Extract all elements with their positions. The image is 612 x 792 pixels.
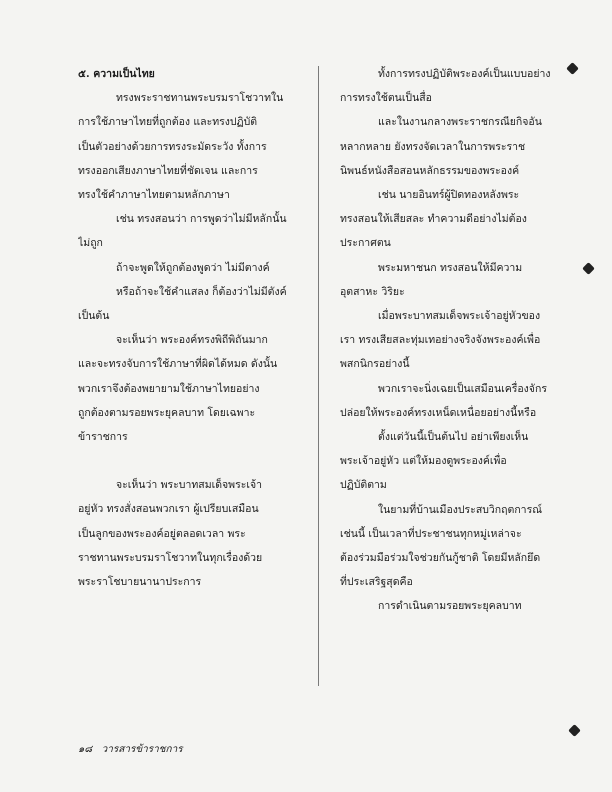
- right-column-line: ปล่อยให้พระองค์ทรงเหน็ดเหนื่อยอย่างนี้หรือ: [340, 406, 537, 419]
- right-column-line: พสกนิกรอย่างนี้: [340, 358, 410, 371]
- left-column-line: ทรงใช้คำภาษาไทยตามหลักภาษา: [78, 189, 230, 202]
- right-column-line: การดำเนินตามรอยพระยุคลบาท: [378, 600, 522, 613]
- right-column-line: ทรงสอนให้เสียสละ ทำความดีอย่างไม่ต้อง: [340, 213, 527, 226]
- left-column-line: การใช้ภาษาไทยที่ถูกต้อง และทรงปฏิบัติ: [78, 116, 258, 129]
- binder-mark-middle: [582, 262, 595, 275]
- left-column-line: เป็นตัวอย่างด้วยการทรงระมัดระวัง ทั้งการ: [78, 140, 267, 153]
- page-number: ๑๘: [78, 744, 93, 755]
- right-column-line: ต้องร่วมมือร่วมใจช่วยกันกู้ชาติ โดยมีหลักยึด: [340, 552, 541, 565]
- journal-name: วารสารข้าราชการ: [101, 744, 183, 755]
- right-column-line: ทั้งการทรงปฏิบัติพระองค์เป็นแบบอย่าง: [378, 68, 551, 80]
- right-column-line: พวกเราจะนิ่งเฉยเป็นเสมือนเครื่องจักร: [378, 382, 547, 395]
- left-column-line: พวกเราจึงต้องพยายามใช้ภาษาไทยอย่าง: [78, 382, 260, 395]
- right-column-line: เมื่อพระบาทสมเด็จพระเจ้าอยู่หัวของ: [378, 310, 541, 323]
- left-column-line: ถูกต้องตามรอยพระยุคลบาท โดยเฉพาะ: [78, 406, 256, 419]
- left-column-line: ทรงออกเสียงภาษาไทยที่ชัดเจน และการ: [78, 164, 258, 177]
- right-column-line: อุตสาหะ วิริยะ: [340, 285, 405, 298]
- right-column-line: พระมหาชนก ทรงสอนให้มีความ: [378, 261, 523, 274]
- page-footer: [78, 742, 183, 757]
- binder-mark-bottom: [568, 724, 581, 737]
- right-column-line: พระเจ้าอยู่หัว แต่ให้มองดูพระองค์เพื่อ: [340, 455, 507, 468]
- right-text-column: [340, 62, 568, 619]
- left-column-line: จะเห็นว่า พระองค์ทรงพิถีพิถันมาก: [116, 334, 268, 347]
- right-column-line: นิพนธ์หนังสือสอนหลักธรรมของพระองค์: [340, 164, 520, 177]
- right-column-line: ในยามที่บ้านเมืองประสบวิกฤตการณ์: [378, 503, 542, 516]
- binder-mark-top: [566, 62, 579, 75]
- left-column-line: พระราโชบายนานาประการ: [78, 576, 202, 589]
- left-column-line: เป็นต้น: [78, 310, 110, 323]
- right-column-line: เช่น นายอินทร์ผู้ปิดทองหลังพระ: [378, 189, 520, 202]
- right-column-line: ปฏิบัติตาม: [340, 479, 387, 492]
- left-column-line: หรือถ้าจะใช้คำแสลง ก็ต้องว่าไม่มีตังค์: [116, 285, 287, 298]
- column-divider: [318, 66, 319, 686]
- right-column-line: ตั้งแต่วันนี้เป็นต้นไป อย่าเพียงเห็น: [378, 431, 529, 444]
- left-column-line: เช่น ทรงสอนว่า การพูดว่าไม่มีหลักนั้น: [116, 213, 287, 226]
- left-text-column: [78, 62, 318, 594]
- left-column-line: เป็นลูกของพระองค์อยู่ตลอดเวลา พระ: [78, 527, 246, 540]
- left-column-line: และจะทรงจับการใช้ภาษาที่ผิดได้หมด ดังนั้น: [78, 358, 278, 371]
- left-column-line: [78, 449, 318, 473]
- left-column-line: จะเห็นว่า พระบาทสมเด็จพระเจ้า: [116, 479, 263, 492]
- left-column-line: ราชทานพระบรมราโชวาทในทุกเรื่องด้วย: [78, 551, 263, 564]
- right-column-line: เรา ทรงเสียสละทุ่มเทอย่างจริงจังพระองค์เพื่อ: [340, 334, 541, 347]
- left-column-line: ๕. ความเป็นไทย: [78, 68, 155, 80]
- right-column-line: และในงานกลางพระราชกรณียกิจอัน: [378, 116, 542, 129]
- left-column-line: ข้าราชการ: [78, 431, 128, 444]
- right-column-line: ประกาศตน: [340, 237, 391, 250]
- right-column-line: ที่ประเสริฐสุดคือ: [340, 576, 413, 589]
- right-column-line: เช่นนี้ เป็นเวลาที่ประชาชนทุกหมู่เหล่าจะ: [340, 527, 522, 540]
- left-column-line: ไม่ถูก: [78, 237, 103, 250]
- left-column-line: ถ้าจะพูดให้ถูกต้องพูดว่า ไม่มีตางค์: [116, 261, 270, 274]
- left-column-line: ทรงพระราชทานพระบรมราโชวาทใน: [116, 92, 284, 105]
- left-column-line: อยู่หัว ทรงสั่งสอนพวกเรา ผู้เปรียบเสมือน: [78, 503, 259, 516]
- right-column-line: หลากหลาย ยังทรงจัดเวลาในการพระราช: [340, 140, 526, 153]
- right-column-line: การทรงใช้ตนเป็นสื่อ: [340, 92, 432, 105]
